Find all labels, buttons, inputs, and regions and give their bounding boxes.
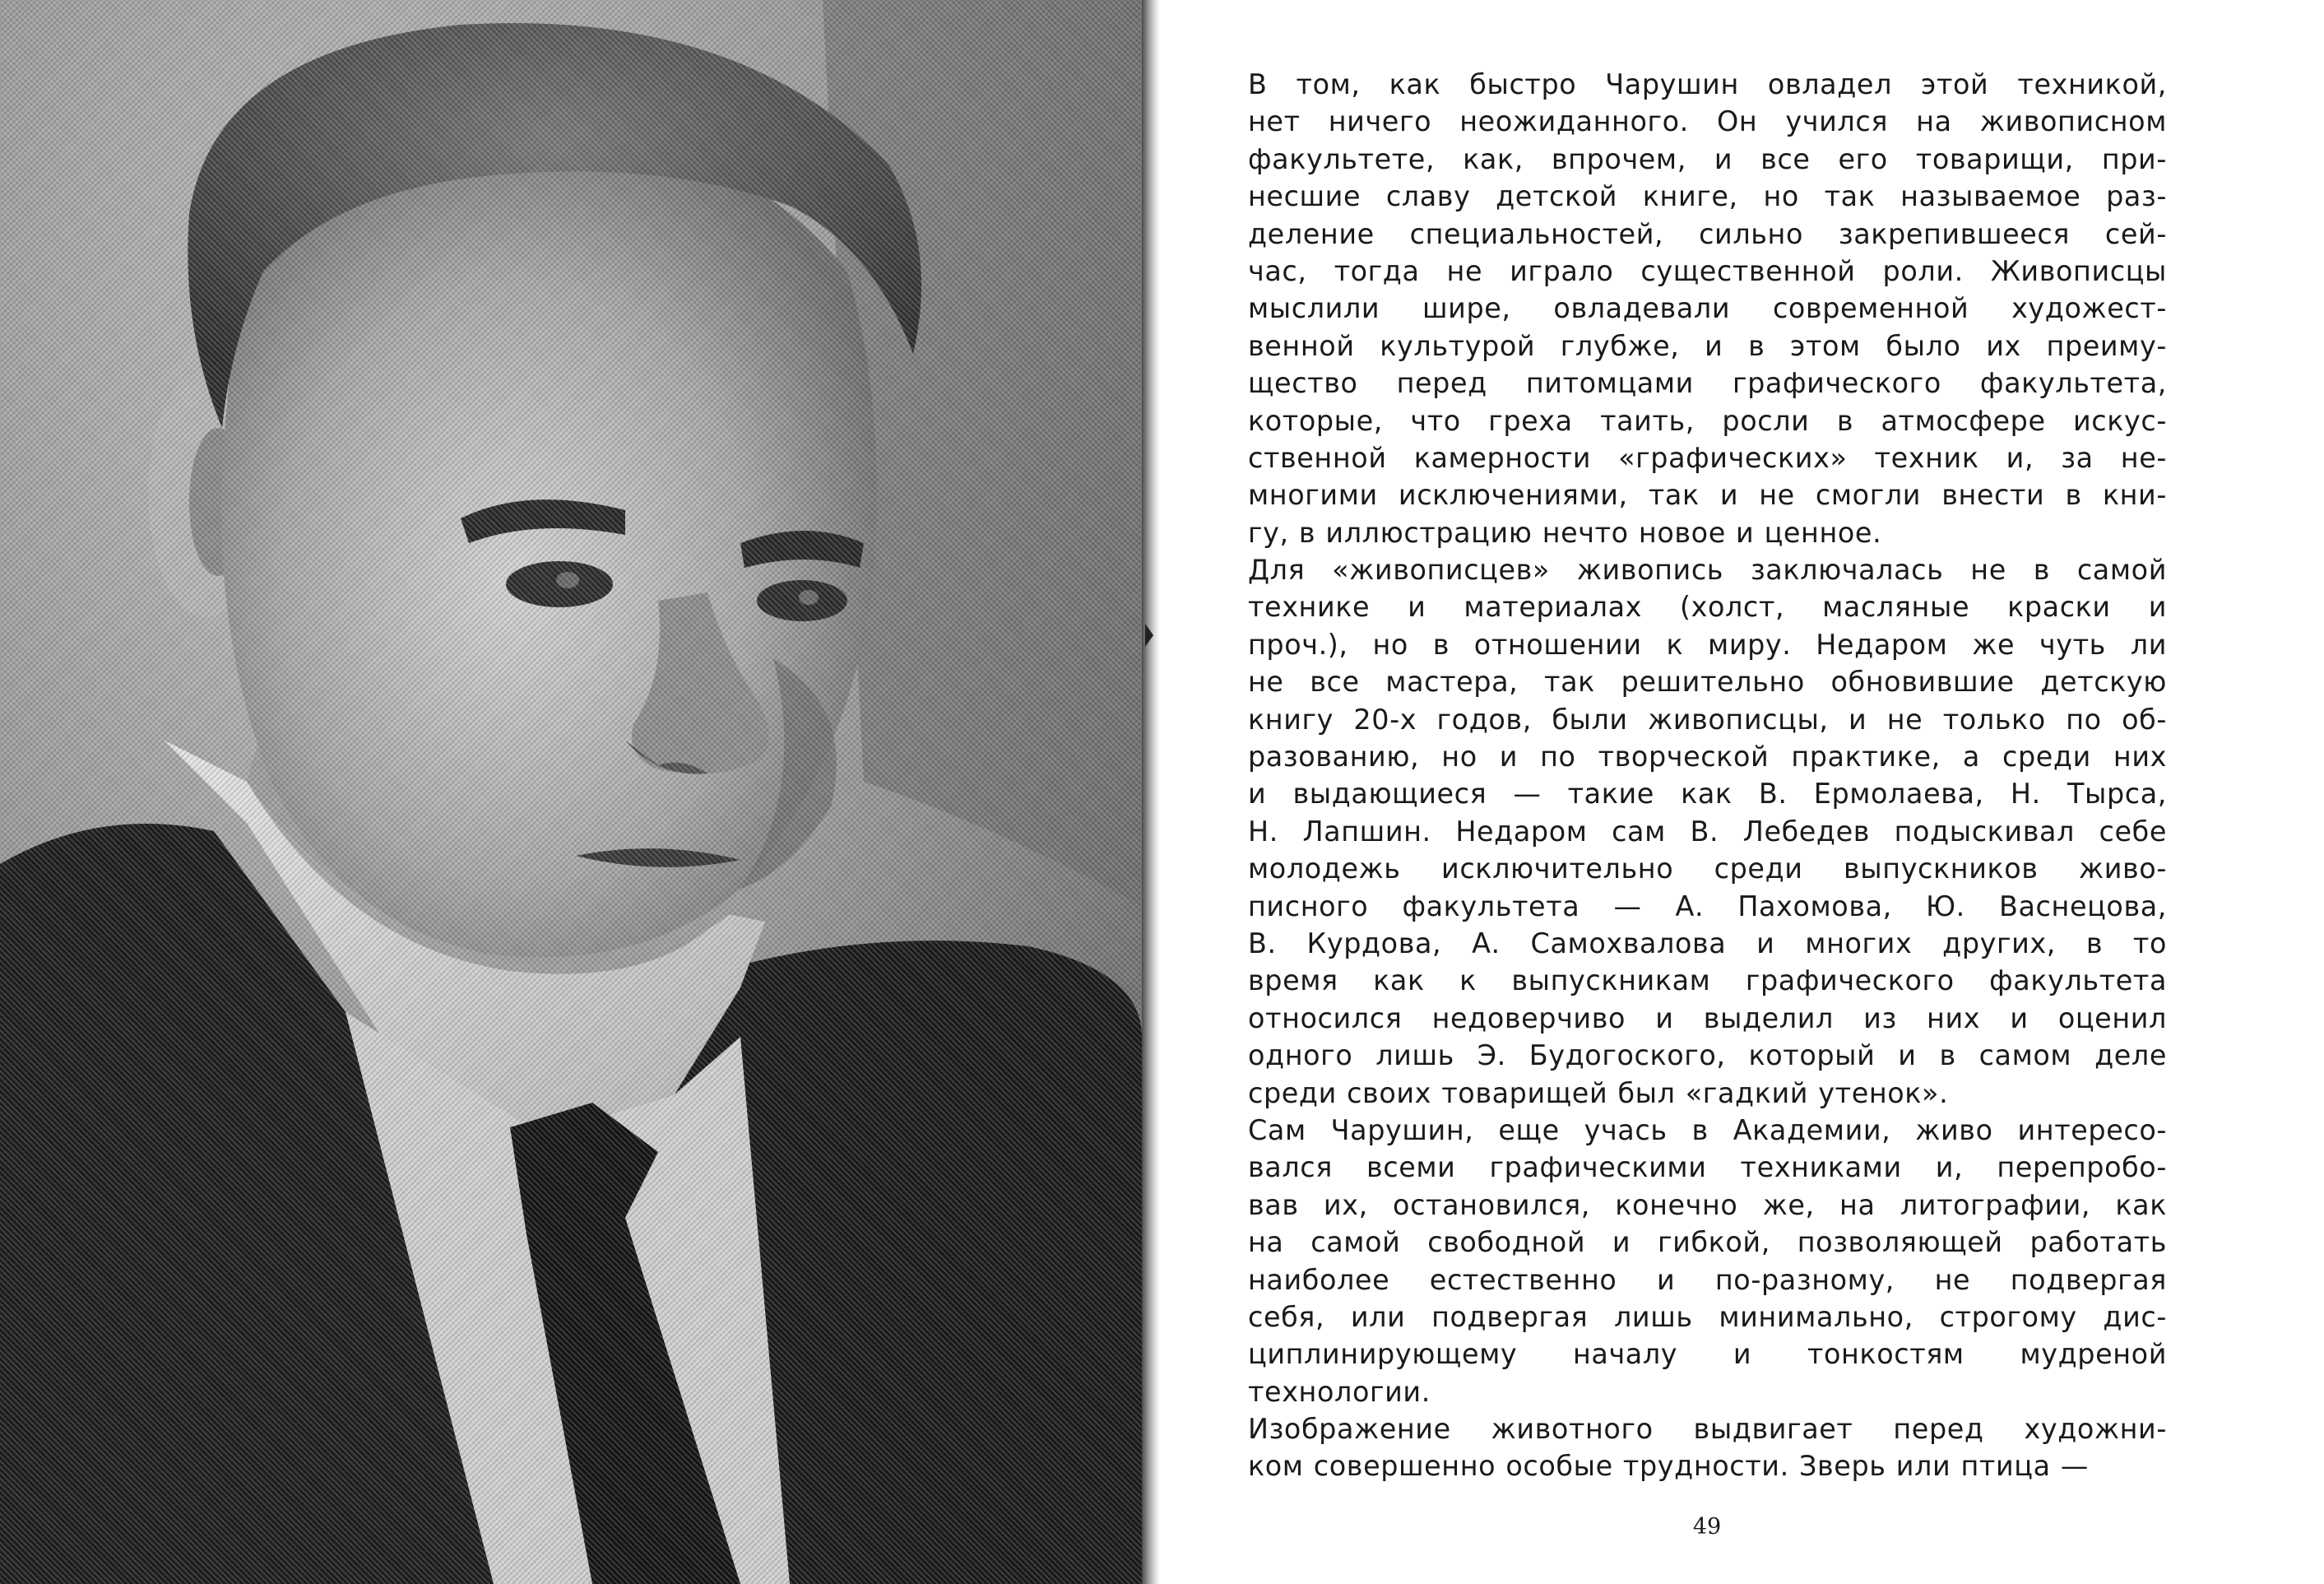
- text-line: вался всеми графическими техниками и, перепробо-: [1248, 1151, 2167, 1184]
- text-line: факультете, как, впрочем, и все его товарищи, при-: [1248, 142, 2167, 175]
- portrait-photo: [0, 0, 1142, 1584]
- text-line: Изображение животного выдвигает перед художни-: [1248, 1413, 2167, 1446]
- left-eye-highlight: [556, 572, 579, 588]
- text-line: деление специальностей, сильно закрепившееся сей-: [1248, 217, 2167, 250]
- text-line: В. Курдова, А. Самохвалова и многих других, в то: [1248, 927, 2167, 959]
- text-line: не все мастера, так решительно обновившие детскую: [1248, 666, 2167, 699]
- text-line: относился недоверчиво и выделил из них и оценил: [1248, 1001, 2167, 1034]
- text-line: циплинирующему началу и тонкостям мудреной: [1248, 1338, 2167, 1371]
- text-line: и выдающиеся — такие как В. Ермолаева, Н. Тырса,: [1248, 778, 2167, 811]
- text-line: книгу 20-х годов, были живописцы, и не только по об-: [1248, 703, 2167, 736]
- text-line: Сам Чарушин, еще учась в Академии, живо интересо-: [1248, 1113, 2167, 1146]
- paragraph: [1248, 1112, 2167, 1410]
- text-line: Н. Лапшин. Недаром сам В. Лебедев подыскивал себе: [1248, 815, 2167, 848]
- text-line: вав их, остановился, конечно же, на литографии, как: [1248, 1188, 2167, 1221]
- text-line: одного лишь Э. Будогоского, который и в самом деле: [1248, 1039, 2167, 1072]
- text-line: на самой свободной и гибкой, позволяющей работать: [1248, 1226, 2167, 1259]
- text-line: разованию, но и по творческой практике, а среди них: [1248, 741, 2167, 773]
- page-number: 49: [1692, 1514, 1722, 1540]
- text-line: писного факультета — А. Пахомова, Ю. Васнецова,: [1248, 890, 2167, 922]
- gutter-arrow-mark: [1145, 624, 1153, 647]
- text-line: многими исключениями, так и не смогли внести в кни-: [1248, 479, 2167, 512]
- text-line: молодежь исключительно среди выпускников живо-: [1248, 852, 2167, 885]
- text-line: ственной камерности «графических» техник и, за не-: [1248, 441, 2167, 474]
- text-line: время как к выпускникам графического факультета: [1248, 964, 2167, 997]
- text-line: венной культурой глубже, и в этом было их преиму-: [1248, 329, 2167, 362]
- text-line: нет ничего неожиданного. Он учился на живописном: [1248, 105, 2167, 138]
- text-line: среди своих товарищей был «гадкий утенок».: [1248, 1076, 1949, 1109]
- text-line: В том, как быстро Чарушин овладел этой техникой,: [1248, 68, 2167, 100]
- text-line: несшие славу детской книге, но так называемое раз-: [1248, 180, 2167, 213]
- text-line: мыслили шире, овладевали современной художест-: [1248, 292, 2167, 325]
- paragraph: [1248, 551, 2167, 1112]
- text-line: гу, в иллюстрацию нечто новое и ценное.: [1248, 516, 1882, 549]
- text-line: себя, или подвергая лишь минимально, строгому дис-: [1248, 1300, 2167, 1333]
- right-eye-highlight: [799, 590, 819, 605]
- text-line: наиболее естественно и по-разному, не подвергая: [1248, 1263, 2167, 1296]
- paragraph: [1248, 66, 2167, 551]
- text-line: Для «живописцев» живопись заключалась не в самой: [1248, 554, 2167, 587]
- text-line: час, тогда не играло существенной роли. Живописцы: [1248, 254, 2167, 287]
- text-line: которые, что греха таить, росли в атмосфере искус-: [1248, 404, 2167, 437]
- portrait-photo-page: [0, 0, 1142, 1584]
- book-gutter: [1142, 0, 1160, 1584]
- text-line: щество перед питомцами графического факультета,: [1248, 367, 2167, 400]
- text-line: проч.), но в отношении к миру. Недаром же чуть ли: [1248, 628, 2167, 661]
- paragraph: [1248, 1410, 2167, 1485]
- text-line: ком совершенно особые трудности. Зверь или птица —: [1248, 1450, 2089, 1483]
- text-line: технологии.: [1248, 1375, 1431, 1408]
- body-text: [1248, 66, 2167, 1485]
- text-line: технике и материалах (холст, масляные краски и: [1248, 591, 2167, 624]
